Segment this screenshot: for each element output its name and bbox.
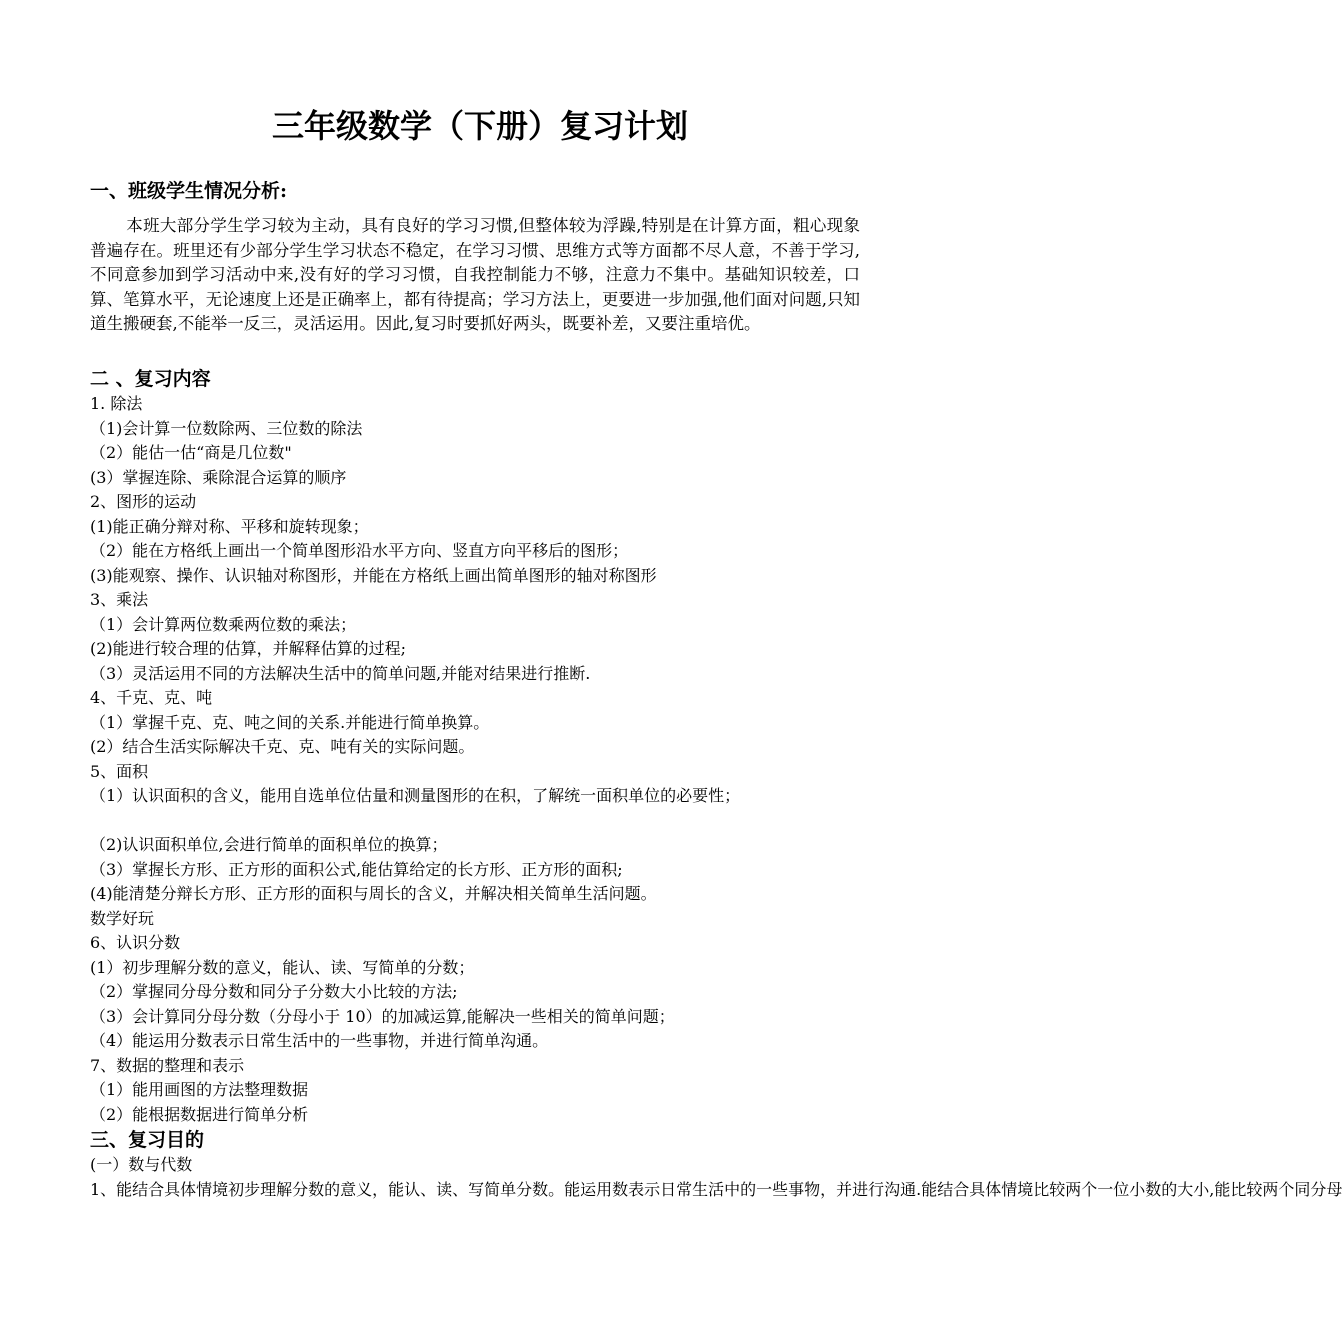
goal-paragraph: 1、能结合具体情境初步理解分数的意义，能认、读、写简单分数。能运用数表示日常生活中的一些事物，并进行沟通.能结合具体情境比较两个一位小数的大小,能比较两个同分母 — [90, 1179, 1342, 1199]
list-item: （1）能用画图的方法整理数据 — [90, 1080, 309, 1099]
review-content-list — [90, 366, 1342, 1202]
list-item: （4）能运用分数表示日常生活中的一些事物，并进行简单沟通。 — [90, 1031, 549, 1050]
subsection-heading: (一）数与代数 — [90, 1155, 193, 1174]
section-heading-review-content: 二 、复习内容 — [90, 368, 211, 390]
list-item: (2）结合生活实际解决千克、克、吨有关的实际问题。 — [90, 737, 475, 756]
list-item: （2）能根据数据进行简单分析 — [90, 1104, 309, 1124]
list-item: 数学好玩 — [90, 908, 155, 928]
list-item: 2、图形的运动 — [90, 492, 197, 511]
list-item: （3）掌握长方形、正方形的面积公式,能估算给定的长方形、正方形的面积; — [90, 859, 623, 879]
list-item: (3)能观察、操作、认识轴对称图形，并能在方格纸上画出简单图形的轴对称图形 — [90, 565, 657, 585]
list-item: （3）会计算同分母分数（分母小于 10）的加减运算,能解决一些相关的简单问题； — [90, 1006, 675, 1026]
list-item: 7、数据的整理和表示 — [90, 1055, 245, 1075]
list-item: （1）会计算两位数乘两位数的乘法； — [90, 614, 357, 634]
list-item: (2)能进行较合理的估算，并解释估算的过程; — [90, 639, 407, 658]
list-item: 1. 除法 — [90, 394, 143, 413]
list-item: （2）能在方格纸上画出一个简单图形沿水平方向、竖直方向平移后的图形； — [90, 541, 629, 560]
list-item: (1）初步理解分数的意义，能认、读、写简单的分数； — [90, 957, 475, 977]
blank-line — [90, 809, 880, 834]
list-item: 4、千克、克、吨 — [90, 688, 213, 707]
list-item: 6、认识分数 — [90, 933, 181, 952]
list-item: 3、乘法 — [90, 590, 149, 609]
class-analysis-paragraph: 本班大部分学生学习较为主动，具有良好的学习习惯,但整体较为浮躁,特别是在计算方面，粗心现象普遍存在。班里还有少部分学生学习状态不稳定，在学习习惯、思维方式等方面都不尽人意，不善于学习,不同意参加到学习活动中来,没有好的学习习惯，自我控制能力不够，注意力不集中。基础知识较差，口算、笔算水平，无论速度上还是正确率上，都有待提高；学习方法上，更要进一步加强,他们面对问题,只知道生搬硬套,不能举一反三，灵活运用。因此,复习时要抓好两头，既要补差，又要注重培优。 — [90, 216, 860, 333]
list-item: (4)能清楚分辩长方形、正方形的面积与周长的含义，并解决相关简单生活问题。 — [90, 884, 657, 903]
list-item: （3）灵活运用不同的方法解决生活中的简单问题,并能对结果进行推断. — [90, 663, 591, 683]
list-item: （2）掌握同分母分数和同分子分数大小比较的方法; — [90, 982, 458, 1001]
list-item: (3）掌握连除、乘除混合运算的顺序 — [90, 467, 347, 487]
list-item: （2）能估一估“商是几位数" — [90, 443, 292, 462]
list-item: （1)会计算一位数除两、三位数的除法 — [90, 418, 363, 438]
section-heading-class-analysis: 一、班级学生情况分析: — [90, 180, 288, 202]
section-heading-review-goals: 三、复习目的 — [90, 1129, 205, 1151]
list-item: （1）掌握千克、克、吨之间的关系.并能进行简单换算。 — [90, 712, 490, 732]
document-title: 三年级数学（下册）复习计划 — [271, 107, 688, 145]
list-item: (1)能正确分辩对称、平移和旋转现象； — [90, 516, 369, 536]
list-item: 5、面积 — [90, 761, 149, 781]
list-item: （1）认识面积的含义，能用自选单位估量和测量图形的在积，了解统一面积单位的必要性； — [90, 786, 741, 805]
list-item: （2)认识面积单位,会进行简单的面积单位的换算； — [90, 835, 448, 854]
